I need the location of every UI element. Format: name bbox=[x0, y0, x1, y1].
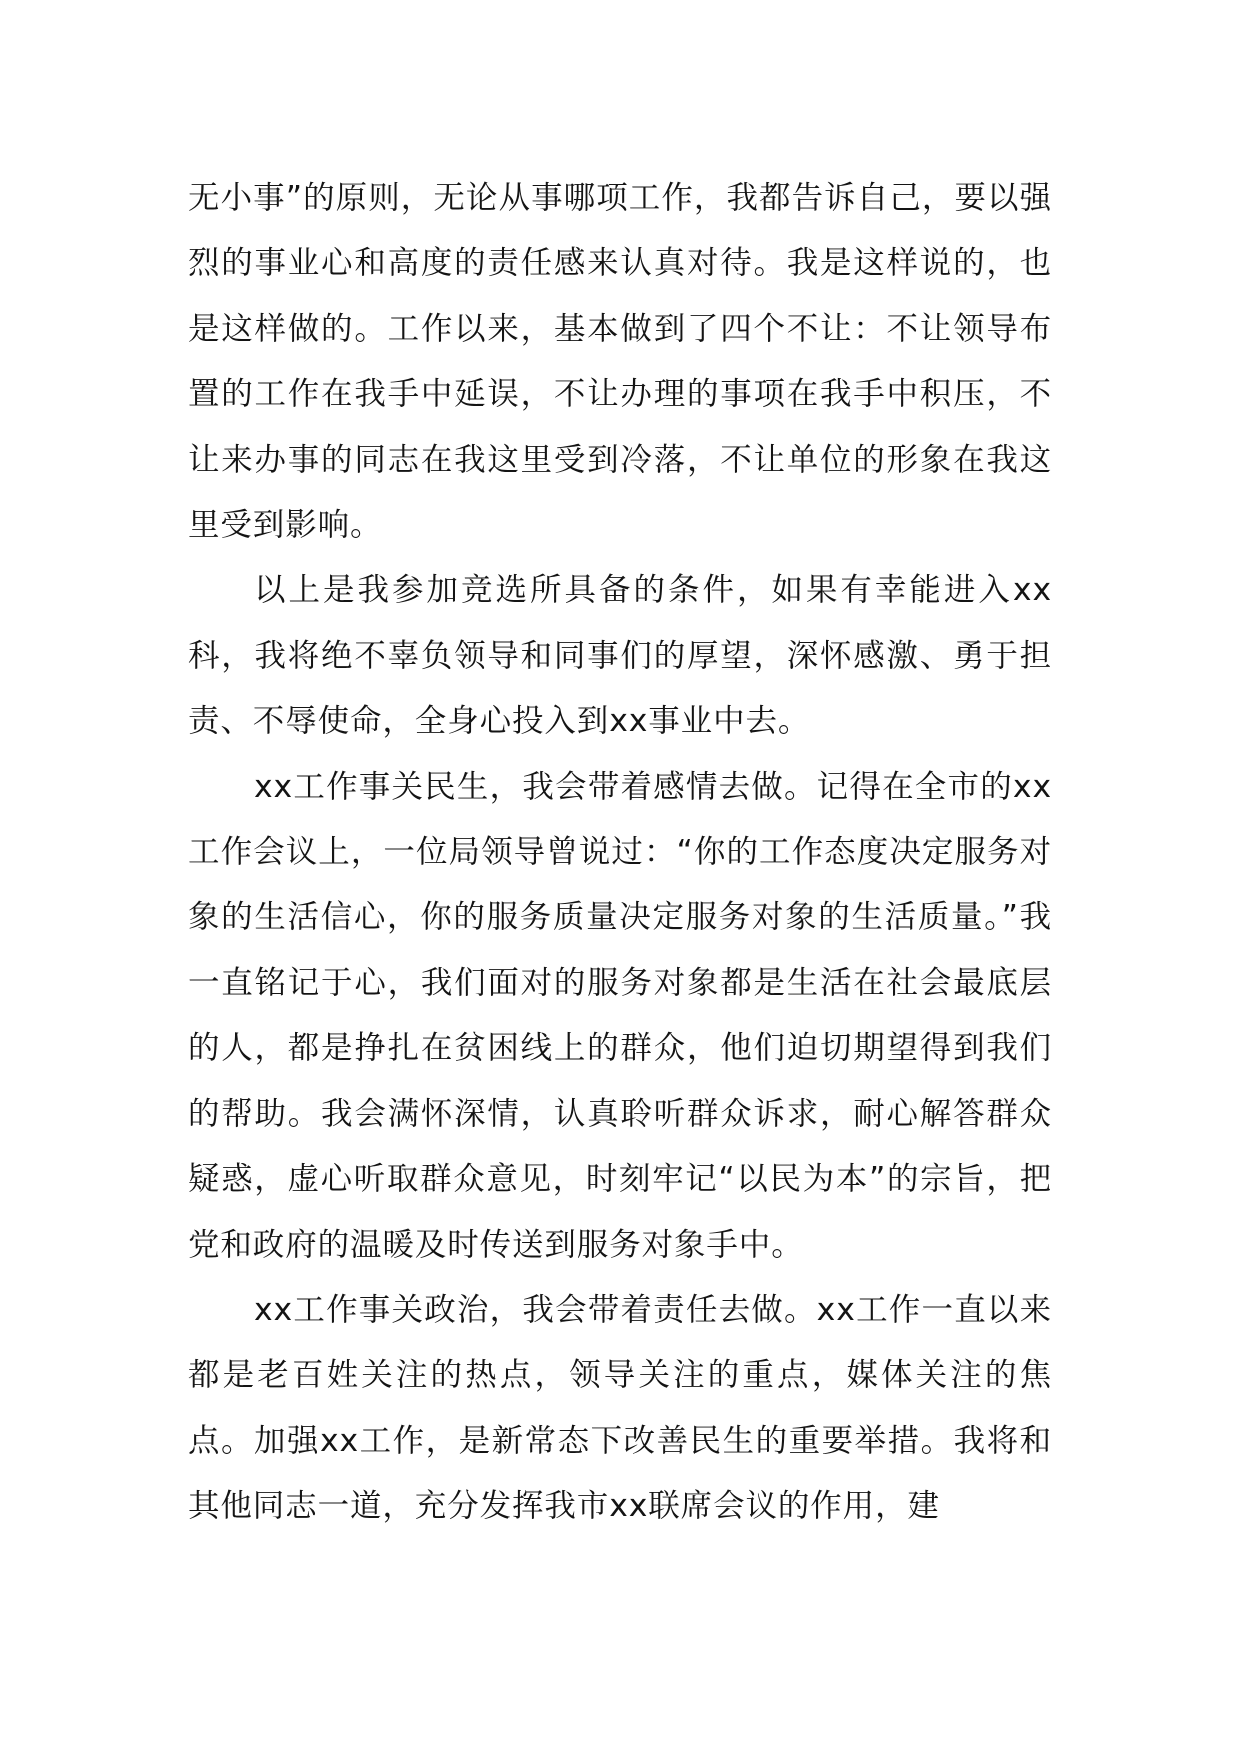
paragraph-3: xx工作事关民生，我会带着感情去做。记得在全市的xx工作会议上，一位局领导曾说过：“你的工作态度决定服务对象的生活信心，你的服务质量决定服务对象的生活质量。”我一直铭记于心，我们面对的服务对象都是生活在社会最底层的人，都是挣扎在贫困线上的群众，他们迫切期望得到我们的帮助。我会满怀深情，认真聆听群众诉求，耐心解答群众疑惑，虚心听取群众意见，时刻牢记“以民为本”的宗旨，把党和政府的温暖及时传送到服务对象手中。 bbox=[188, 768, 1052, 1263]
paragraph-4: xx工作事关政治，我会带着责任去做。xx工作一直以来都是老百姓关注的热点，领导关注的重点，媒体关注的焦点。加强xx工作，是新常态下改善民生的重要举措。我将和其他同志一道，充分发挥我市xx联席会议的作用，建 bbox=[188, 1291, 1052, 1525]
document-body bbox=[188, 166, 1052, 1540]
paragraph-1: 无小事”的原则，无论从事哪项工作，我都告诉自己，要以强烈的事业心和高度的责任感来认真对待。我是这样说的，也是这样做的。工作以来，基本做到了四个不让：不让领导布置的工作在我手中延误，不让办理的事项在我手中积压，不让来办事的同志在我这里受到冷落，不让单位的形象在我这里受到影响。 bbox=[188, 180, 1052, 544]
paragraph-2: 以上是我参加竞选所具备的条件，如果有幸能进入xx科，我将绝不辜负领导和同事们的厚望，深怀感激、勇于担责、不辱使命，全身心投入到xx事业中去。 bbox=[188, 572, 1052, 740]
